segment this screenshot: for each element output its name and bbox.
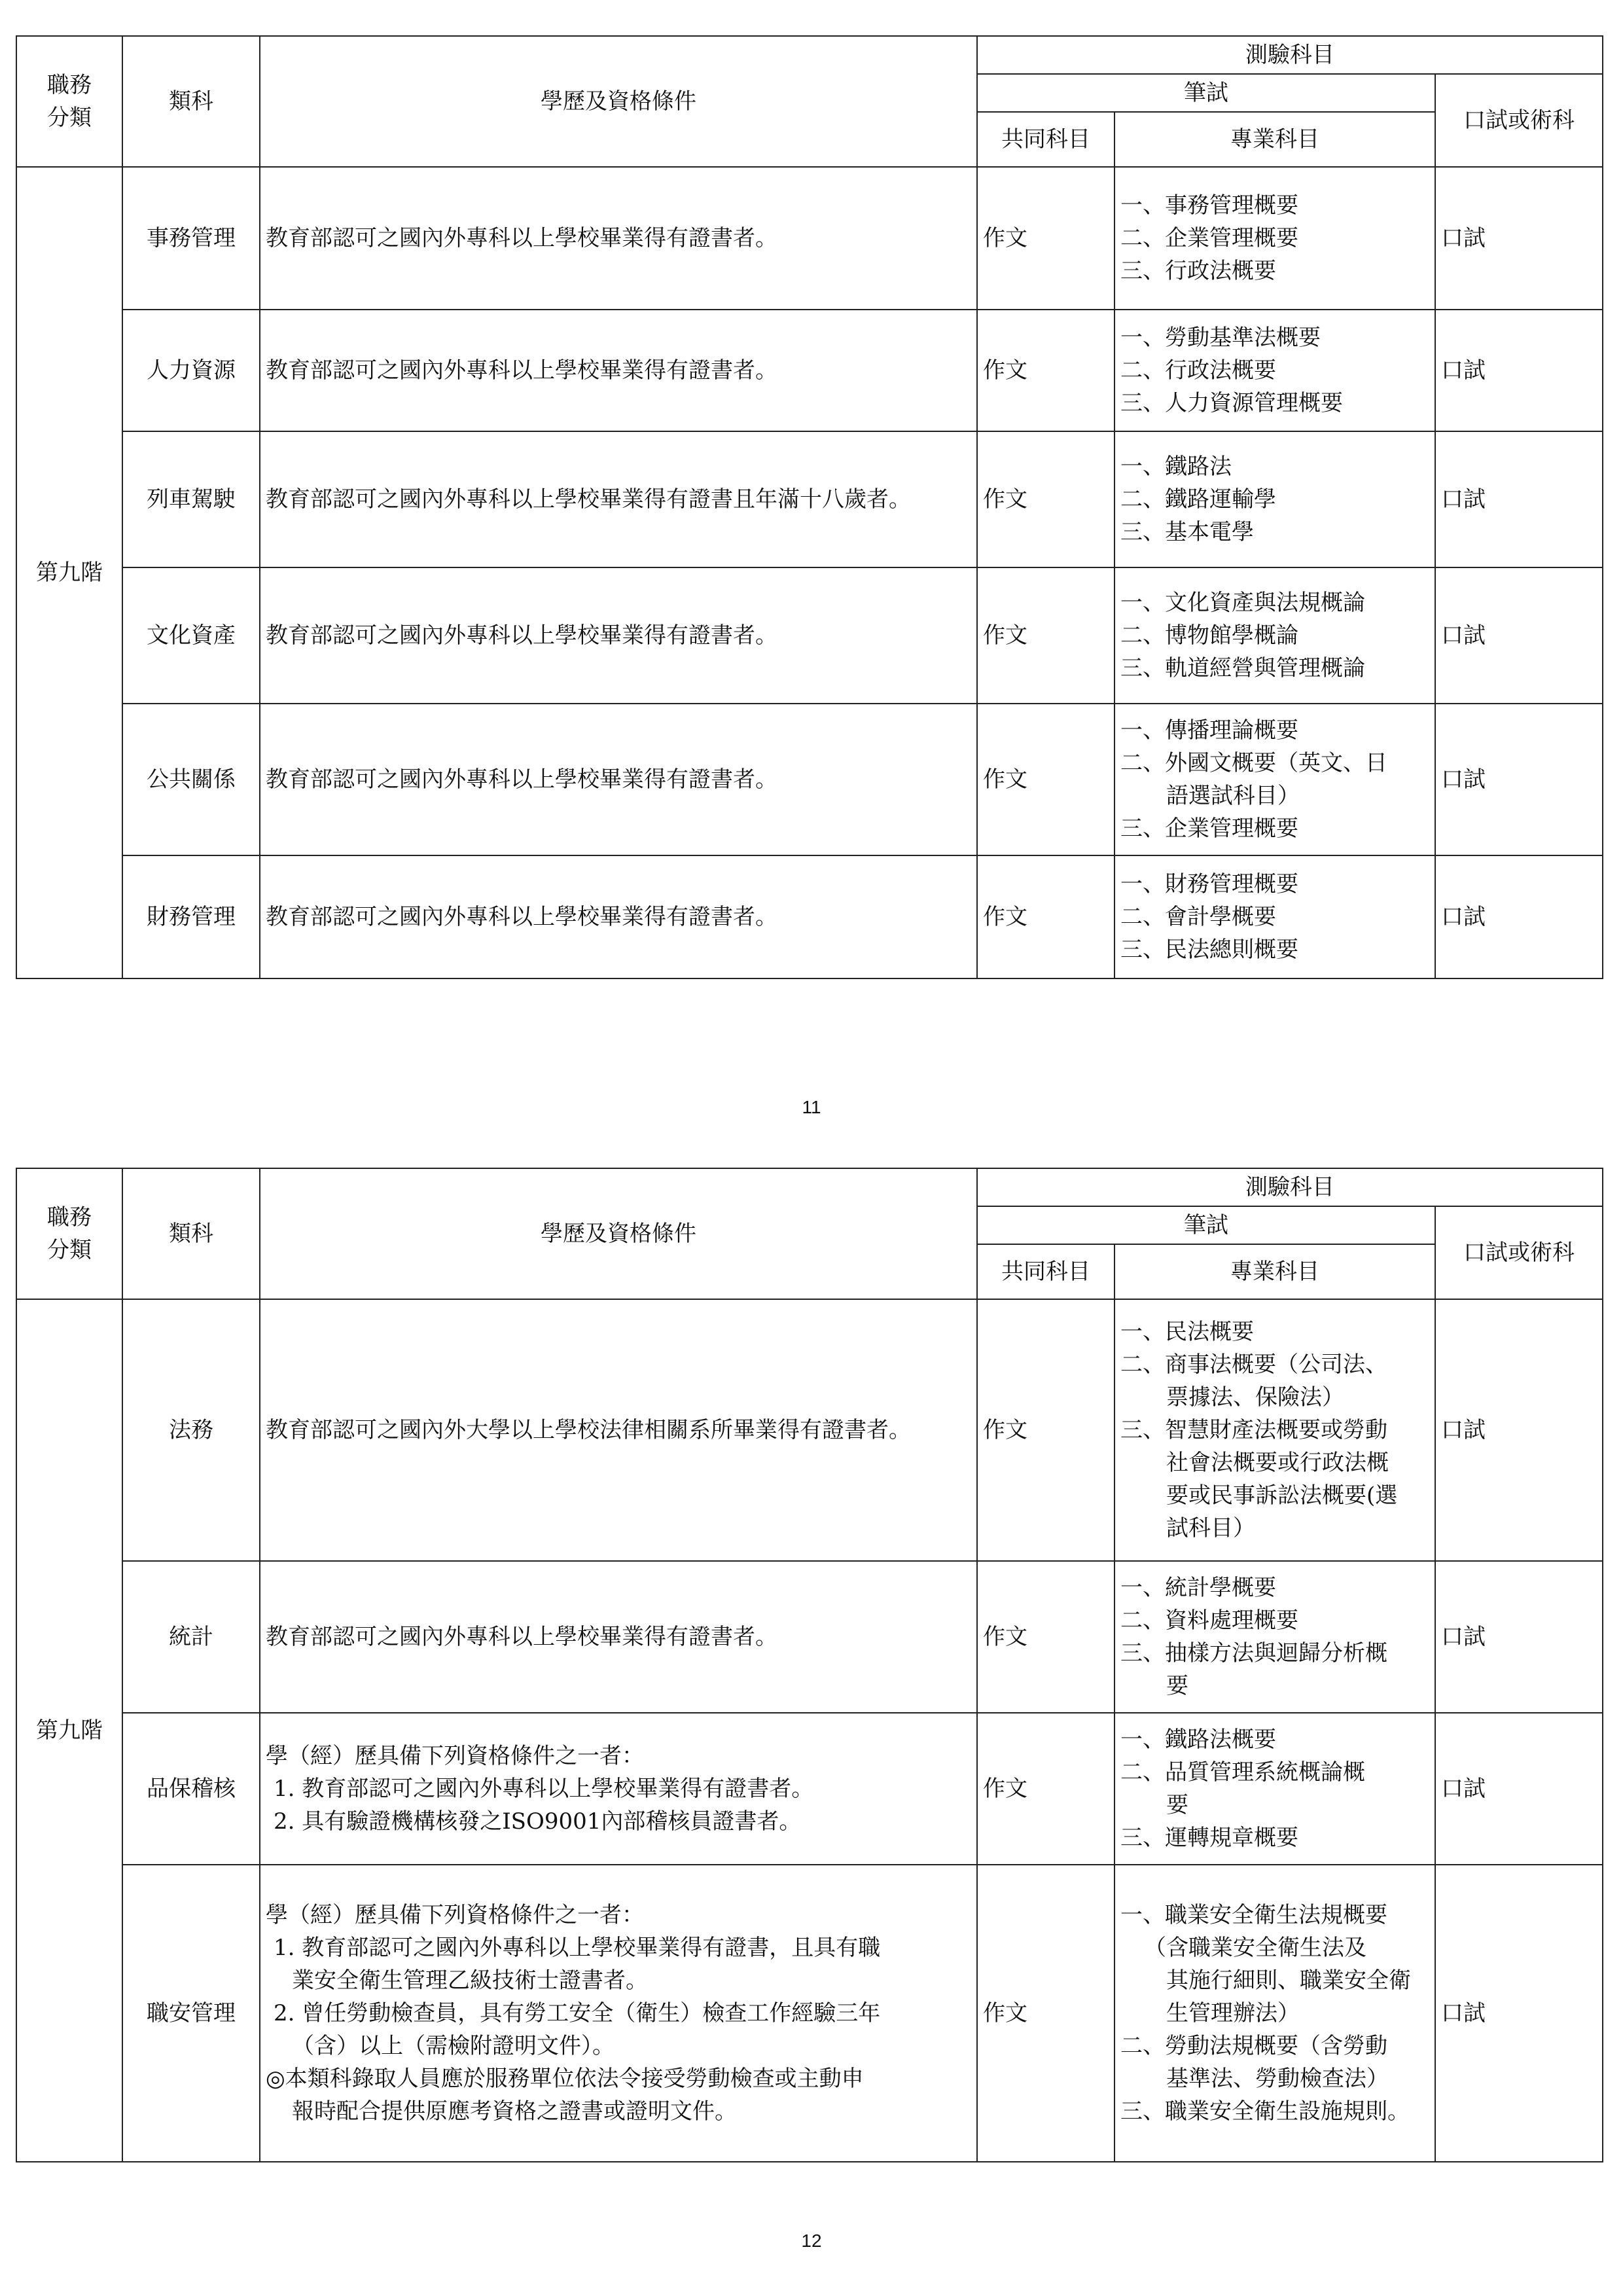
header-job-class: 職務 分類 xyxy=(16,1168,122,1299)
professional-subjects-cell xyxy=(1115,1713,1435,1865)
qualification-line: 2. 具有驗證機構核發之ISO9001內部稽核員證書者。 xyxy=(274,1808,802,1835)
professional-subjects-cell xyxy=(1115,704,1435,855)
category-cell: 文化資產 xyxy=(122,567,260,704)
qualification-line: （含）以上（需檢附證明文件）。 xyxy=(292,2033,615,2059)
category-cell: 人力資源 xyxy=(122,310,260,431)
subject-line: 一、勞動基準法概要 xyxy=(1120,325,1321,351)
professional-subjects-cell xyxy=(1115,1299,1435,1561)
grade-cell: 第九階 xyxy=(16,1299,122,2162)
subject-line: 二、勞動法規概要（含勞動 xyxy=(1120,2033,1387,2059)
table-row xyxy=(16,567,1603,704)
table-row xyxy=(16,1865,1603,2162)
header-common: 共同科目 xyxy=(977,1244,1115,1299)
subject-line: 要 xyxy=(1166,1792,1188,1818)
subject-line: 二、商事法概要（公司法、 xyxy=(1120,1352,1387,1378)
header-oral: 口試或術科 xyxy=(1435,74,1603,167)
table-row xyxy=(16,855,1603,978)
qualification-line: 業安全衛生管理乙級技術士證書者。 xyxy=(292,1967,648,1994)
oral-cell: 口試 xyxy=(1435,310,1603,431)
subject-line: 三、運轉規章概要 xyxy=(1120,1825,1298,1851)
header-professional: 專業科目 xyxy=(1115,112,1435,167)
common-subject-cell: 作文 xyxy=(977,704,1115,855)
subject-line: 試科目） xyxy=(1166,1515,1255,1541)
oral-cell: 口試 xyxy=(1435,1865,1603,2162)
subject-line: 三、軌道經營與管理概論 xyxy=(1120,655,1365,681)
header-written: 筆試 xyxy=(977,1206,1435,1244)
qualification-cell xyxy=(260,1865,977,2162)
category-cell: 公共關係 xyxy=(122,704,260,855)
exam-table xyxy=(16,1168,1603,2162)
subject-line: 三、抽樣方法與迴歸分析概 xyxy=(1120,1640,1387,1666)
professional-subjects-cell xyxy=(1115,567,1435,704)
qualification-line: 學（經）歷具備下列資格條件之一者： xyxy=(266,1743,644,1769)
header-professional: 專業科目 xyxy=(1115,1244,1435,1299)
subject-line: 三、職業安全衛生設施規則。 xyxy=(1120,2098,1410,2125)
table-row xyxy=(16,1561,1603,1713)
subject-line: 二、外國文概要（英文、日 xyxy=(1120,750,1387,776)
table-page-11 xyxy=(16,35,1602,979)
header-oral: 口試或術科 xyxy=(1435,1206,1603,1299)
subject-line: 一、鐵路法概要 xyxy=(1120,1727,1276,1753)
header-common: 共同科目 xyxy=(977,112,1115,167)
subject-line: 要或民事訴訟法概要(選 xyxy=(1166,1482,1398,1509)
oral-cell: 口試 xyxy=(1435,704,1603,855)
subject-line: 一、職業安全衛生法規概要 xyxy=(1120,1902,1387,1928)
category-cell: 統計 xyxy=(122,1561,260,1713)
qualification-cell: 教育部認可之國內外專科以上學校畢業得有證書者。 xyxy=(260,1561,977,1713)
oral-cell: 口試 xyxy=(1435,855,1603,978)
qualification-cell xyxy=(260,1713,977,1865)
subject-line: 三、人力資源管理概要 xyxy=(1120,390,1343,416)
qualification-cell: 教育部認可之國內外大學以上學校法律相關系所畢業得有證書者。 xyxy=(260,1299,977,1561)
common-subject-cell: 作文 xyxy=(977,1713,1115,1865)
page-number: 11 xyxy=(802,1097,821,1117)
category-cell: 事務管理 xyxy=(122,167,260,310)
subject-line: 一、財務管理概要 xyxy=(1120,871,1298,897)
qualification-line: ◎本類科錄取人員應於服務單位依法令接受勞動檢查或主動申 xyxy=(266,2066,864,2092)
qualification-line: 報時配合提供原應考資格之證書或證明文件。 xyxy=(292,2098,737,2125)
oral-cell: 口試 xyxy=(1435,1561,1603,1713)
subject-line: 社會法概要或行政法概 xyxy=(1166,1450,1389,1476)
subject-line: 一、民法概要 xyxy=(1120,1319,1254,1345)
qualification-cell: 教育部認可之國內外專科以上學校畢業得有證書者。 xyxy=(260,310,977,431)
oral-cell: 口試 xyxy=(1435,1299,1603,1561)
table-row xyxy=(16,431,1603,567)
header-job-class: 職務 分類 xyxy=(16,36,122,167)
professional-subjects-cell xyxy=(1115,855,1435,978)
subject-line: 一、傳播理論概要 xyxy=(1120,717,1298,744)
table-row xyxy=(16,1299,1603,1561)
common-subject-cell: 作文 xyxy=(977,431,1115,567)
professional-subjects-cell xyxy=(1115,1561,1435,1713)
common-subject-cell: 作文 xyxy=(977,1561,1115,1713)
category-cell: 法務 xyxy=(122,1299,260,1561)
professional-subjects-cell xyxy=(1115,310,1435,431)
professional-subjects-cell xyxy=(1115,167,1435,310)
common-subject-cell: 作文 xyxy=(977,855,1115,978)
header-exam-subjects: 測驗科目 xyxy=(977,36,1603,74)
common-subject-cell: 作文 xyxy=(977,1865,1115,2162)
professional-subjects-cell xyxy=(1115,1865,1435,2162)
oral-cell: 口試 xyxy=(1435,567,1603,704)
table-row xyxy=(16,310,1603,431)
table-row xyxy=(16,167,1603,310)
qualification-line: 2. 曾任勞動檢查員，具有勞工安全（衛生）檢查工作經驗三年 xyxy=(274,2000,881,2026)
qualification-cell: 教育部認可之國內外專科以上學校畢業得有證書且年滿十八歲者。 xyxy=(260,431,977,567)
qualification-cell: 教育部認可之國內外專科以上學校畢業得有證書者。 xyxy=(260,167,977,310)
subject-line: 其施行細則、職業安全衛 xyxy=(1166,1967,1411,1994)
qualification-cell: 教育部認可之國內外專科以上學校畢業得有證書者。 xyxy=(260,567,977,704)
professional-subjects-cell xyxy=(1115,431,1435,567)
subject-line: 一、文化資產與法規概論 xyxy=(1120,590,1365,616)
subject-line: 一、事務管理概要 xyxy=(1120,192,1298,219)
subject-line: 三、基本電學 xyxy=(1120,519,1254,545)
oral-cell: 口試 xyxy=(1435,431,1603,567)
subject-line: 二、會計學概要 xyxy=(1120,904,1276,930)
subject-line: 二、博物館學概論 xyxy=(1120,622,1298,649)
header-category: 類科 xyxy=(122,1168,260,1299)
header-qualification: 學歷及資格條件 xyxy=(260,1168,977,1299)
subject-line: 一、統計學概要 xyxy=(1120,1575,1276,1601)
qualification-line: 學（經）歷具備下列資格條件之一者： xyxy=(266,1902,644,1928)
table-row xyxy=(16,704,1603,855)
category-cell: 列車駕駛 xyxy=(122,431,260,567)
oral-cell: 口試 xyxy=(1435,167,1603,310)
common-subject-cell: 作文 xyxy=(977,167,1115,310)
exam-table xyxy=(16,35,1603,979)
subject-line: 二、行政法概要 xyxy=(1120,357,1276,384)
subject-line: 語選試科目） xyxy=(1166,783,1300,809)
header-written: 筆試 xyxy=(977,74,1435,112)
common-subject-cell: 作文 xyxy=(977,310,1115,431)
subject-line: 要 xyxy=(1166,1673,1188,1699)
table-page-12 xyxy=(16,1168,1602,2162)
subject-line: （含職業安全衛生法及 xyxy=(1144,1935,1366,1961)
qualification-cell: 教育部認可之國內外專科以上學校畢業得有證書者。 xyxy=(260,704,977,855)
header-exam-subjects: 測驗科目 xyxy=(977,1168,1603,1206)
subject-line: 三、企業管理概要 xyxy=(1120,816,1298,842)
grade-cell: 第九階 xyxy=(16,167,122,978)
qualification-line: 1. 教育部認可之國內外專科以上學校畢業得有證書，且具有職 xyxy=(274,1935,881,1961)
common-subject-cell: 作文 xyxy=(977,567,1115,704)
common-subject-cell: 作文 xyxy=(977,1299,1115,1561)
qualification-cell: 教育部認可之國內外專科以上學校畢業得有證書者。 xyxy=(260,855,977,978)
oral-cell: 口試 xyxy=(1435,1713,1603,1865)
category-cell: 品保稽核 xyxy=(122,1713,260,1865)
subject-line: 生管理辦法） xyxy=(1166,2000,1300,2026)
subject-line: 三、智慧財產法概要或勞動 xyxy=(1120,1417,1387,1443)
category-cell: 職安管理 xyxy=(122,1865,260,2162)
subject-line: 基準法、勞動檢查法） xyxy=(1166,2066,1389,2092)
table-row xyxy=(16,1713,1603,1865)
category-cell: 財務管理 xyxy=(122,855,260,978)
subject-line: 二、品質管理系統概論概 xyxy=(1120,1759,1365,1785)
subject-line: 票據法、保險法） xyxy=(1166,1384,1344,1410)
qualification-line: 1. 教育部認可之國內外專科以上學校畢業得有證書者。 xyxy=(274,1776,814,1802)
header-qualification: 學歷及資格條件 xyxy=(260,36,977,167)
subject-line: 二、鐵路運輸學 xyxy=(1120,486,1276,512)
header-category: 類科 xyxy=(122,36,260,167)
page-number: 12 xyxy=(801,2231,822,2251)
subject-line: 三、民法總則概要 xyxy=(1120,937,1298,963)
subject-line: 一、鐵路法 xyxy=(1120,454,1232,480)
subject-line: 三、行政法概要 xyxy=(1120,258,1276,284)
subject-line: 二、企業管理概要 xyxy=(1120,225,1298,251)
subject-line: 二、資料處理概要 xyxy=(1120,1607,1298,1634)
